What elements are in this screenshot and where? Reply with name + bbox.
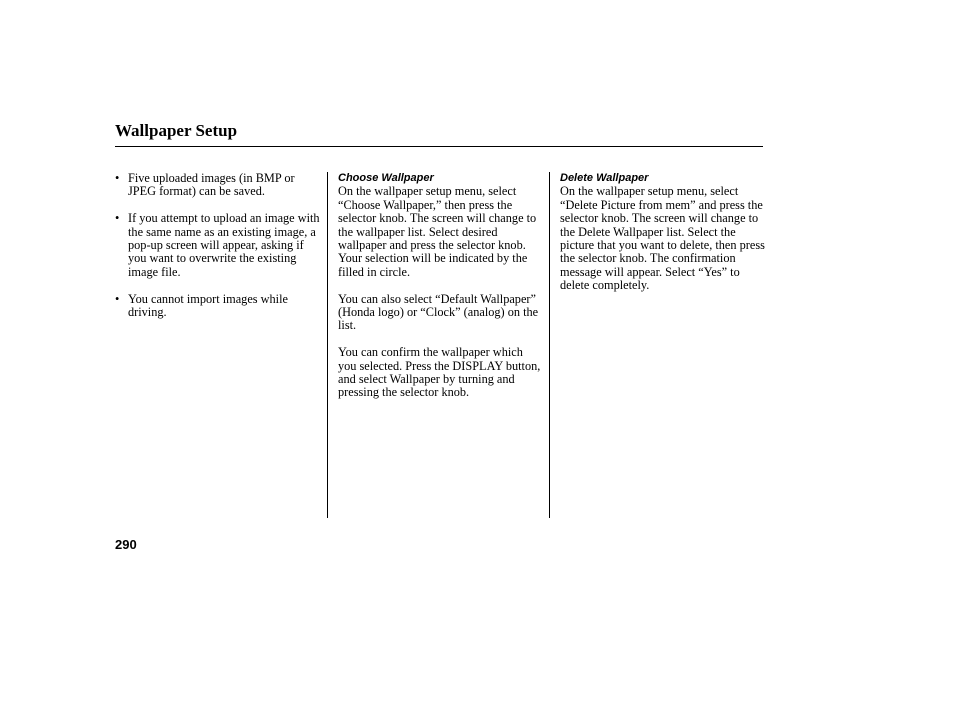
column-divider (549, 172, 550, 518)
paragraph: You can confirm the wallpaper which you selected. Press the DISPLAY button, and select Wallpaper by turning and pressing the selector knob. (338, 345, 541, 400)
bullet-icon: • (115, 171, 120, 185)
bullet-item (115, 293, 323, 320)
page-number: 290 (115, 537, 137, 552)
column-middle (338, 172, 544, 413)
section-heading-delete-wallpaper: Delete Wallpaper (560, 172, 649, 184)
section-heading-choose-wallpaper: Choose Wallpaper (338, 172, 434, 184)
bullet-text: If you attempt to upload an image with the same name as an existing image, a pop-up screen will appear, asking if you want to overwrite the existing image file. (128, 211, 320, 279)
bullet-item (115, 172, 323, 199)
bullet-text: You cannot import images while driving. (128, 291, 288, 320)
paragraph: On the wallpaper setup menu, select “Choose Wallpaper,” then press the selector knob. The screen will change to the wallpaper list. Select desired wallpaper and press the selector knob. Your selection will be indicated by the filled in circle. (338, 184, 537, 279)
paragraph: On the wallpaper setup menu, select “Delete Picture from mem” and press the selector knob. The screen will change to the Delete Wallpaper list. Select the picture that you want to delete, then press the selector knob. The confirmation message will appear. Select “Yes” to delete completely. (560, 184, 765, 293)
page-title: Wallpaper Setup (115, 121, 238, 140)
column-divider (327, 172, 328, 518)
bullet-icon: • (115, 291, 120, 306)
column-left (115, 172, 323, 333)
paragraph: You can also select “Default Wallpaper” (Honda logo) or “Clock” (analog) on the list. (338, 291, 539, 333)
title-divider (115, 146, 763, 147)
bullet-icon: • (115, 211, 120, 226)
bullet-item (115, 212, 323, 279)
bullet-text: Five uploaded images (in BMP or JPEG format) can be saved. (128, 171, 295, 199)
column-right (560, 172, 765, 306)
